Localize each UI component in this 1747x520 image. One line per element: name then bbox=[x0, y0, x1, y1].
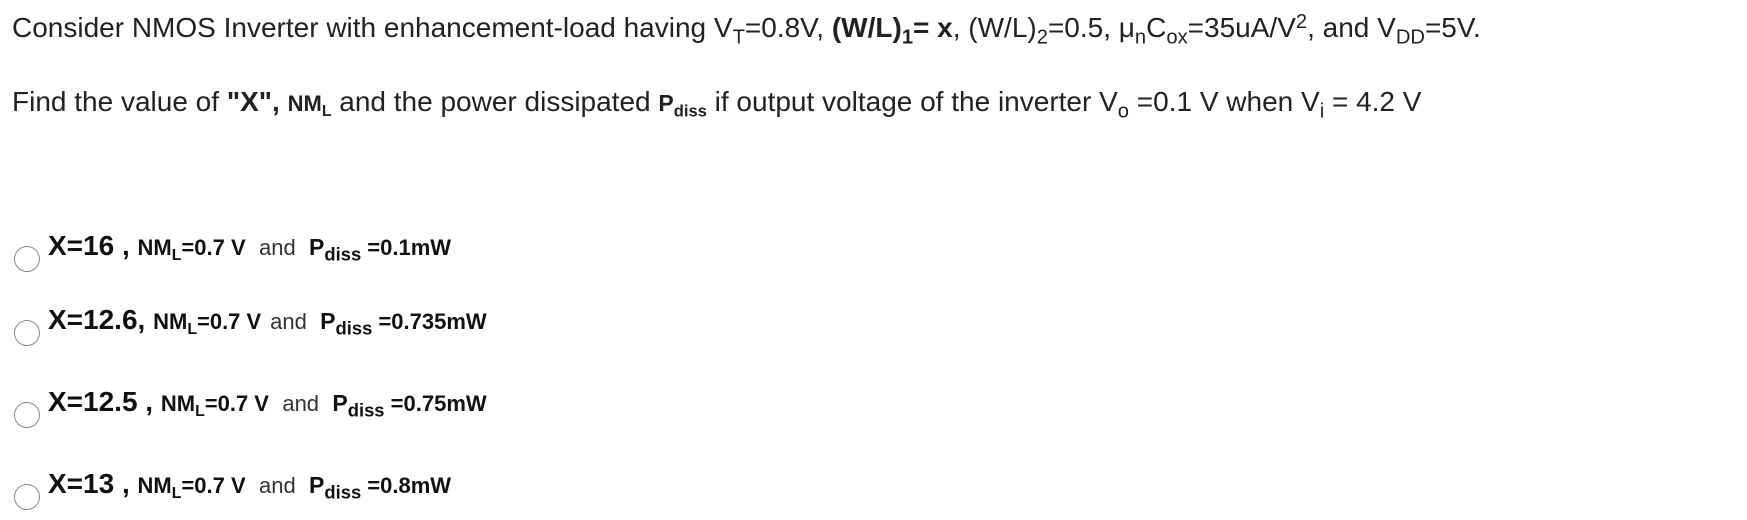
vt-subscript: T bbox=[732, 26, 745, 49]
answer-option-3[interactable] bbox=[14, 378, 487, 421]
option-1-label bbox=[48, 230, 452, 265]
option-and: and bbox=[258, 235, 296, 260]
q2-text-1: Find the value of bbox=[12, 86, 227, 117]
squared-superscript: 2 bbox=[1295, 10, 1308, 33]
radio-button-icon[interactable] bbox=[14, 484, 40, 510]
wl1-subscript: 1 bbox=[901, 26, 914, 49]
pdiss-subscript: diss bbox=[673, 101, 707, 121]
option-pdiss-value: =0.75mW bbox=[384, 391, 487, 416]
option-4-label bbox=[48, 468, 452, 503]
option-nml: $NM_L=0.7$ V bbox=[137, 473, 246, 502]
pdiss-label: $P_{diss}$ bbox=[658, 90, 707, 121]
x-quoted: "X", bbox=[226, 86, 280, 117]
wl1-label bbox=[831, 12, 953, 49]
option-nml: $NM_L=0.7$ V bbox=[137, 235, 246, 264]
q1-text-6: =35uA/V bbox=[1187, 12, 1296, 43]
option-x-value: X=12.5 , bbox=[48, 386, 161, 417]
answer-option-1[interactable] bbox=[14, 222, 452, 265]
vdd-subscript: DD bbox=[1395, 26, 1425, 49]
option-nml: $NM_L=0.7$ V bbox=[153, 309, 262, 338]
wl1-equals: = x bbox=[913, 12, 953, 43]
q1-text-5: C bbox=[1146, 12, 1167, 43]
option-x-value: X=12.6, bbox=[48, 304, 154, 335]
radio-button-icon[interactable] bbox=[14, 246, 40, 272]
question-line-1 bbox=[12, 8, 1742, 48]
question-line-2 bbox=[12, 82, 1742, 124]
q2-text-5: = 4.2 V bbox=[1324, 86, 1422, 117]
option-nml: $NM_L=0.7$ V bbox=[160, 391, 269, 420]
option-and: and bbox=[282, 391, 320, 416]
option-x-value: X=13 , bbox=[48, 468, 138, 499]
answer-option-4[interactable] bbox=[14, 460, 452, 503]
wl2-subscript: 2 bbox=[1036, 26, 1048, 49]
option-and: and bbox=[258, 473, 296, 498]
q1-text-3: , (W/L) bbox=[952, 12, 1037, 43]
nm-label: $NM_L$ bbox=[287, 91, 332, 121]
option-x-value: X=16 , bbox=[48, 230, 138, 261]
nm-subscript: L bbox=[321, 103, 332, 121]
option-pdiss-value: =0.1mW bbox=[361, 235, 452, 260]
option-pdiss-label: $P_{diss}$ bbox=[309, 234, 362, 265]
wl1-text: (W/L) bbox=[831, 12, 902, 43]
vi-subscript: i bbox=[1319, 100, 1325, 123]
option-pdiss-label: $P_{diss}$ bbox=[309, 472, 362, 503]
option-2-label bbox=[48, 304, 487, 339]
option-pdiss-value: =0.8mW bbox=[361, 473, 452, 498]
radio-button-icon[interactable] bbox=[14, 320, 40, 346]
answer-option-2[interactable] bbox=[14, 296, 487, 339]
q2-text-3: if output voltage of the inverter V bbox=[706, 86, 1118, 117]
q1-text-1: Consider NMOS Inverter with enhancement-load having V bbox=[12, 12, 733, 43]
radio-button-icon[interactable] bbox=[14, 402, 40, 428]
option-3-label bbox=[48, 386, 487, 421]
cox-subscript: ox bbox=[1166, 26, 1188, 49]
option-pdiss-label: $P_{diss}$ bbox=[320, 308, 373, 339]
option-pdiss-label: $P_{diss}$ bbox=[332, 390, 385, 421]
q1-text-4: =0.5, μ bbox=[1047, 12, 1135, 43]
question-text bbox=[12, 8, 1742, 124]
q2-text-4: =0.1 V when V bbox=[1129, 86, 1320, 117]
option-pdiss-value: =0.735mW bbox=[372, 309, 487, 334]
option-and: and bbox=[270, 309, 307, 334]
q1-text-8: =5V. bbox=[1424, 12, 1481, 43]
q1-text-7: , and V bbox=[1307, 12, 1396, 43]
mu-subscript: n bbox=[1134, 26, 1147, 49]
q2-text-2: and the power dissipated bbox=[331, 86, 659, 117]
q1-text-2: =0.8V, bbox=[744, 12, 832, 43]
vo-subscript: o bbox=[1117, 100, 1129, 123]
